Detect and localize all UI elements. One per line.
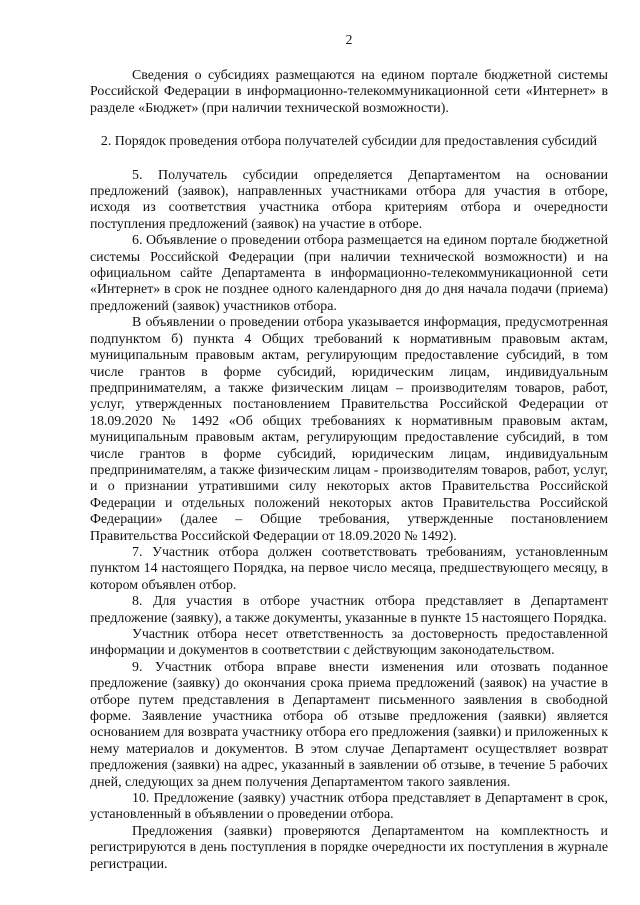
paragraph-10-registration: Предложения (заявки) проверяются Департаментом на комплектность и регистрируются в день поступления в порядке очередности их поступления в журнале регистрации.	[90, 823, 608, 872]
paragraph-7: 7. Участник отбора должен соответствовать требованиям, установленным пунктом 14 настоящего Порядка, на первое число месяца, предшествующего месяцу, в котором объявлен отбор.	[90, 544, 608, 593]
paragraph-10: 10. Предложение (заявку) участник отбора представляет в Департамент в срок, установленный в объявлении о проведении отбора.	[90, 791, 608, 823]
page-number: 2	[345, 32, 353, 47]
section-heading: 2. Порядок проведения отбора получателей субсидии для предоставления субсидий	[100, 134, 598, 150]
paragraph-6-announcement-info: В объявлении о проведении отбора указывается информация, предусмотренная подпунктом б) пункта 4 Общих требований к нормативным правовым актам, муниципальным правовым актам, регулирующим предоставление субсидий, в том числе грантов в форме субсидий, юридическим лицам, индивидуальным предпринимателям, а также физическим лицам – производителям товаров, работ, услуг, утвержденных постановлением Правительства Российской Федерации от 18.09.2020 № 1492 «Об общих требованиях к нормативным правовым актам, муниципальным правовым актам, регулирующим предоставление субсидий, в том числе грантов в форме субсидий, юридическим лицам, индивидуальным предпринимателям, а также физическим лицам - производителям товаров, работ, услуг, и о признании утратившими силу некоторых актов Правительства Российской Федерации и отдельных положений некоторых актов Правительства Российской Федерации» (далее – Общие требования, утвержденные постановлением Правительства Российской Федерации от 18.09.2020 № 1492).	[90, 315, 608, 544]
paragraph-8-responsibility: Участник отбора несет ответственность за достоверность предоставленной информации и документов в соответствии с действующим законодательством.	[90, 627, 608, 659]
paragraph-9: 9. Участник отбора вправе внести изменения или отозвать поданное предложение (заявку) до окончания срока приема предложений (заявок) на участие в отборе путем представления в Департамент письменного заявления в свободной форме. Заявление участника отбора об отзыве предложения (заявки) является основанием для возврата участнику отбора его предложения (заявки) и приложенных к нему материалов и документов. В этом случае Департамент осуществляет возврат предложения (заявки) на адрес, указанный в заявлении об отзыве, в течение 5 рабочих дней, следующих за днем получения Департаментом такого заявления.	[90, 659, 608, 790]
paragraph-6: 6. Объявление о проведении отбора размещается на едином портале бюджетной системы Российской Федерации (при наличии технической возможности) и на официальном сайте Департамента в информационно-телекоммуникационной сети «Интернет» в срок не позднее одного календарного дня до дня начала подачи (приема) предложений (заявок) участников отбора.	[90, 233, 608, 314]
paragraph-5: 5. Получатель субсидии определяется Департаментом на основании предложений (заявок), направленных участниками отбора для участия в отборе, исходя из соответствия участника отбора критериям отбора и очередности поступления предложений (заявок) на участие в отборе.	[90, 167, 608, 232]
intro-paragraph: Сведения о субсидиях размещаются на едином портале бюджетной системы Российской Федерации в информационно-телекоммуникационной сети «Интернет» в разделе «Бюджет» (при наличии технической возможности).	[90, 68, 608, 116]
paragraph-8: 8. Для участия в отборе участник отбора представляет в Департамент предложение (заявку), а также документы, указанные в пункте 15 настоящего Порядка.	[90, 594, 608, 626]
